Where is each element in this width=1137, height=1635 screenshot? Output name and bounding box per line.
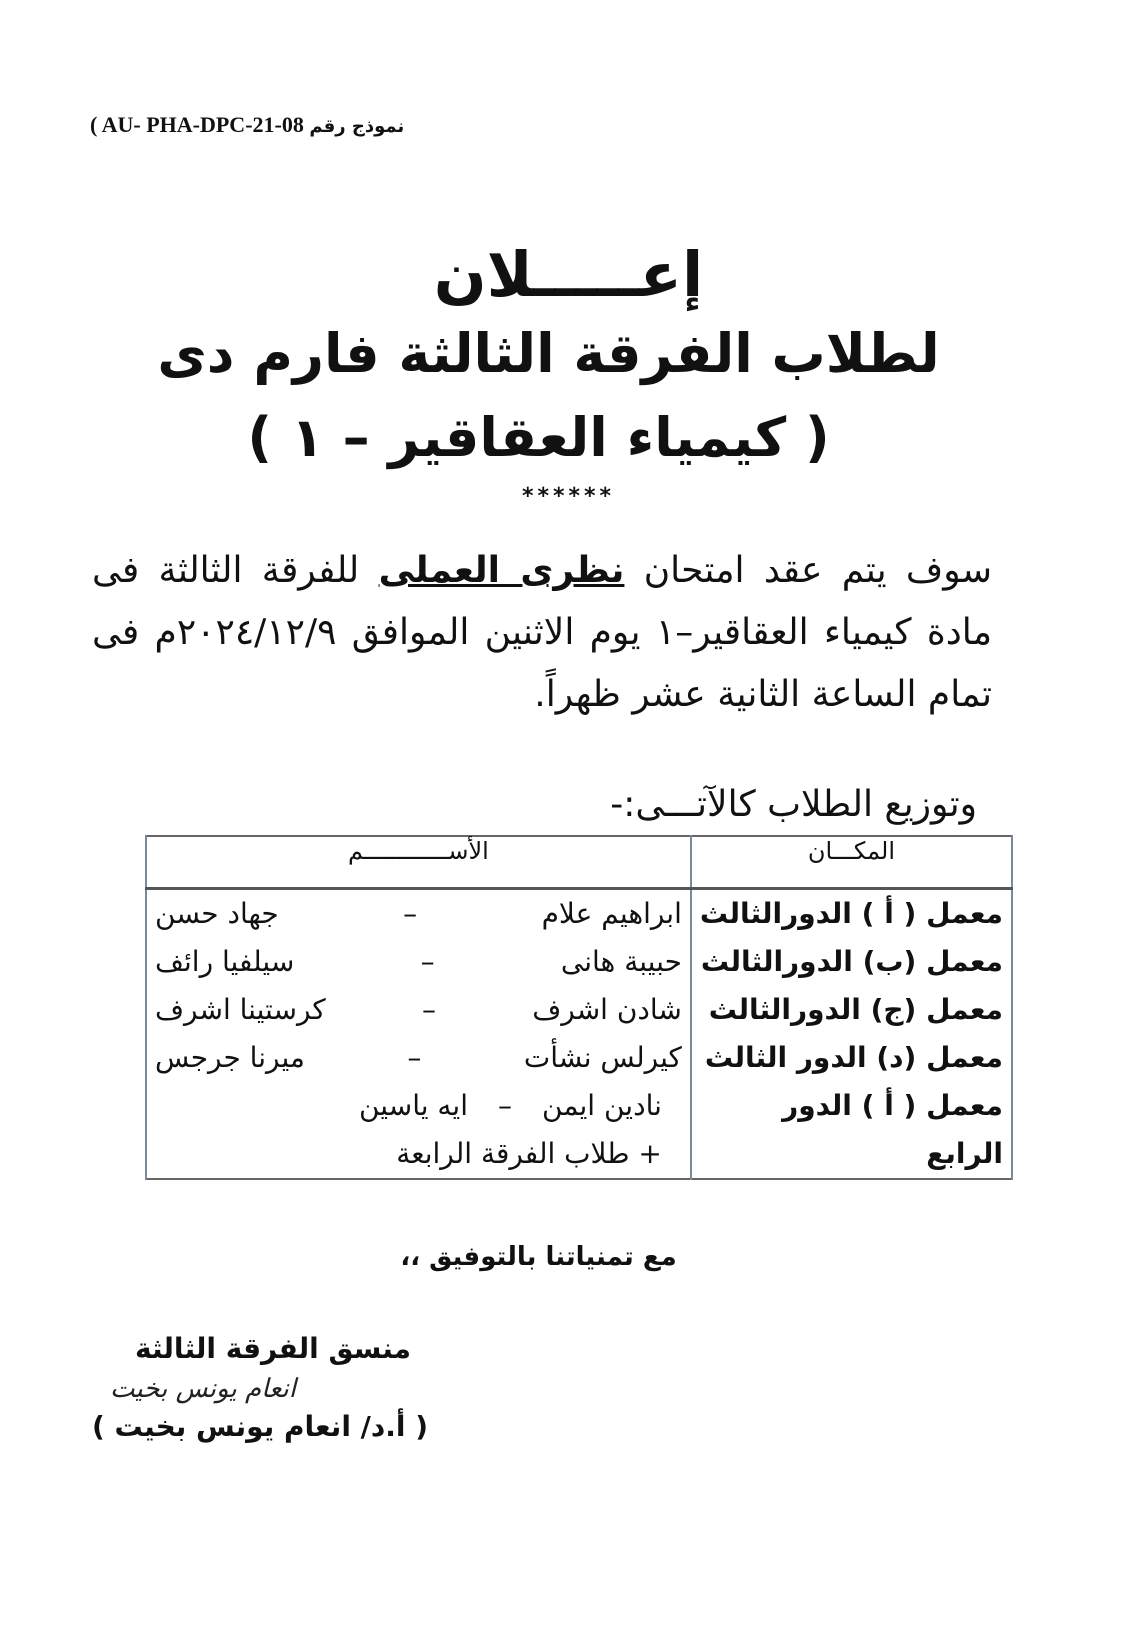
place-cell: معمل (ب) الدورالثالث (691, 938, 1012, 986)
names-cell (146, 938, 691, 986)
signer-name: ( أ.د/ انعام يونس بخيت ) (92, 1410, 429, 1443)
coordinator-title: منسق الفرقة الثالثة (135, 1332, 411, 1365)
separator: ****** (521, 484, 616, 509)
student-name: ميرنا جرجس (155, 1041, 305, 1074)
place-cell: معمل ( أ ) الدورالثالث (691, 889, 1012, 939)
assignment-table (145, 835, 1013, 1180)
form-label: نموذج رقم (309, 116, 405, 137)
extra-note: + طلاب الفرقة الرابعة (396, 1137, 662, 1170)
names-cell (146, 1034, 691, 1082)
student-name: جهاد حسن (155, 897, 279, 930)
dash: – (420, 945, 435, 978)
signature: انعام يونس بخيت (110, 1374, 296, 1404)
place-cell: معمل (د) الدور الثالث (691, 1034, 1012, 1082)
header-names: الأســــــــــــم (146, 836, 691, 889)
closing-wish: مع تمنياتنا بالتوفيق ،، (400, 1242, 677, 1272)
names-cell (146, 1082, 691, 1179)
table-row (146, 889, 1012, 939)
exam-type: نظرى العملى (378, 550, 625, 591)
dash: – (498, 1089, 513, 1122)
announcement-title: إعـــــلان (433, 238, 704, 311)
dash: – (407, 1041, 422, 1074)
names-cell (146, 889, 691, 939)
table-row (146, 1082, 1012, 1179)
place-cell: معمل ( أ ) الدور الرابع (691, 1082, 1012, 1179)
student-name: سيلفيا رائف (155, 945, 295, 978)
announcement-body (92, 540, 992, 726)
dash: – (422, 993, 436, 1026)
table-row (146, 1034, 1012, 1082)
body-part1: سوف يتم عقد امتحان (624, 550, 993, 591)
dash: – (403, 897, 418, 930)
table-row (146, 938, 1012, 986)
student-name: حبيبة هانى (560, 945, 682, 978)
student-name: كيرلس نشأت (523, 1041, 682, 1074)
form-code: ( AU- PHA-DPC-21-08 (90, 112, 304, 137)
place-cell: معمل (ج) الدورالثالث (691, 986, 1012, 1034)
student-name: نادين ايمن (542, 1089, 662, 1122)
student-name: ابراهيم علام (541, 897, 682, 930)
distribution-label: وتوزيع الطلاب كالآتـــى:- (610, 784, 977, 825)
student-name: شادن اشرف (532, 993, 682, 1026)
form-number (90, 112, 404, 138)
student-name: كرستينا اشرف (155, 993, 326, 1026)
table-row (146, 986, 1012, 1034)
header-place: المكـــان (691, 836, 1012, 889)
course-title: ( كيمياء العقاقير – ١ ) (247, 406, 830, 469)
body-part2: للفرقة الثالثة فى مادة كيمياء العقاقير–١ يوم الاثنين الموافق ٢٠٢٤/١٢/٩م فى تمام الساعة الثانية عشر ظهراً. (92, 550, 992, 715)
student-name: ايه ياسين (358, 1089, 469, 1122)
audience-title: لطلاب الفرقة الثالثة فارم دى (157, 322, 940, 385)
names-cell (146, 986, 691, 1034)
